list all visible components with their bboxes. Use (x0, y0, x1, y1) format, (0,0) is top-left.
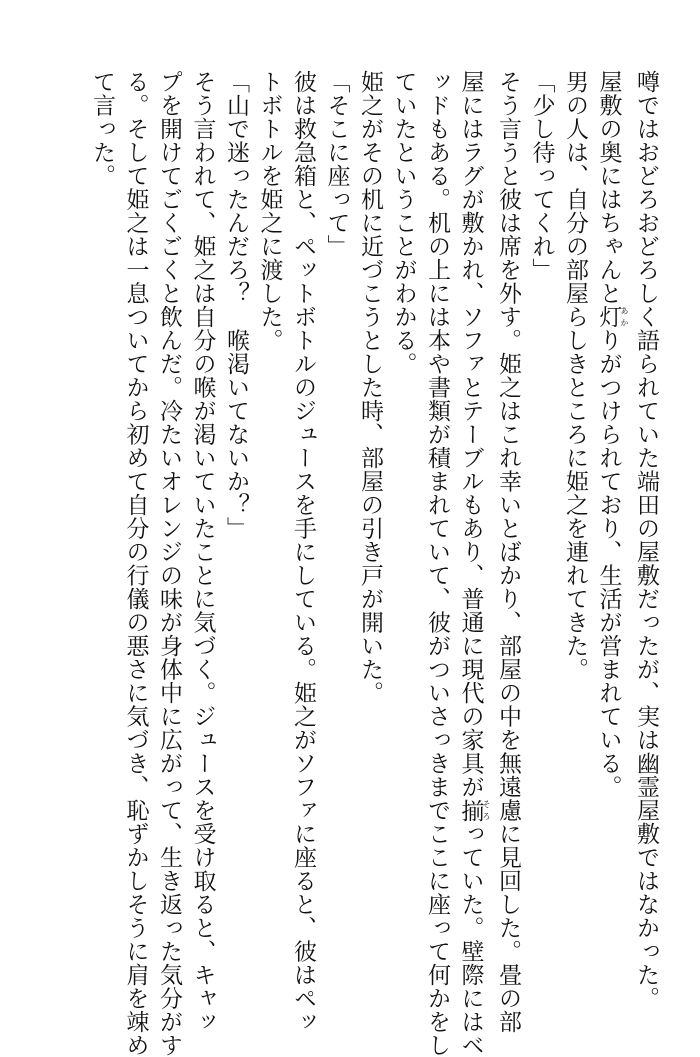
text-line-2: 屋敷の奥にはちゃんと灯あかりがつけられており、生活が営まれている。 (595, 70, 629, 799)
text-line-12: トボトルを姫之に渡した。 (256, 70, 283, 352)
text-line-16: る。そして姫之は一息ついてから初めて自分の行儀の悪さに気づき、恥ずかしそうに肩を竦め (122, 70, 149, 1057)
text-line-15: プを開けてごくごくと飲んだ。冷たいオレンジの味が身体中に広がって、生き返った気分がす (156, 70, 182, 1057)
text-line-14: そう言われて、姫之は自分の喉が渇いていたことに気づく。ジュースを受け取ると、キャッ (189, 70, 216, 1034)
text-line-10: 「そこに座って」 (323, 70, 350, 258)
text-line-7: ッドもある。机の上には本や書類が積まれていて、彼がついさっきまでここに座って何かをし (424, 70, 450, 1057)
furigana: 揃そろ (457, 798, 491, 822)
text-line-4: 「少し待ってくれ」 (528, 70, 555, 282)
text-line-17: て言った。 (89, 70, 115, 188)
text-line-5: そう言うと彼は席を外す。姫之はこれ幸いとばかり、部屋の中を無遠慮に見回した。畳の部 (495, 70, 521, 1034)
text-line-6: 屋にはラグが敷かれ、ソファとテーブルもあり、普通に現代の家具が揃そろっていた。壁際にはベ (457, 70, 491, 1057)
text-line-13: 「山で迷ったんだろ？ 喉渇いてないか？」 (223, 70, 249, 540)
text-line-8: ていたということがわかる。 (390, 70, 417, 376)
furigana: 灯あか (595, 305, 629, 329)
text-line-3: 男の人は、自分の部屋らしきところに姫之を連れてきた。 (562, 70, 588, 681)
text-line-9: 姫之がその机に近づこうとした時、部屋の引き戸が開いた。 (357, 70, 383, 705)
text-line-1: 噂ではおどろおどろしく語られていた端田の屋敷だったが、実は幽霊屋敷ではなかった。 (633, 70, 659, 1010)
text-line-11: 彼は救急箱と、ペットボトルのジュースを手にしている。姫之がソファに座ると、彼はペッ (290, 70, 316, 1034)
vertical-text-body (32, 70, 662, 1057)
